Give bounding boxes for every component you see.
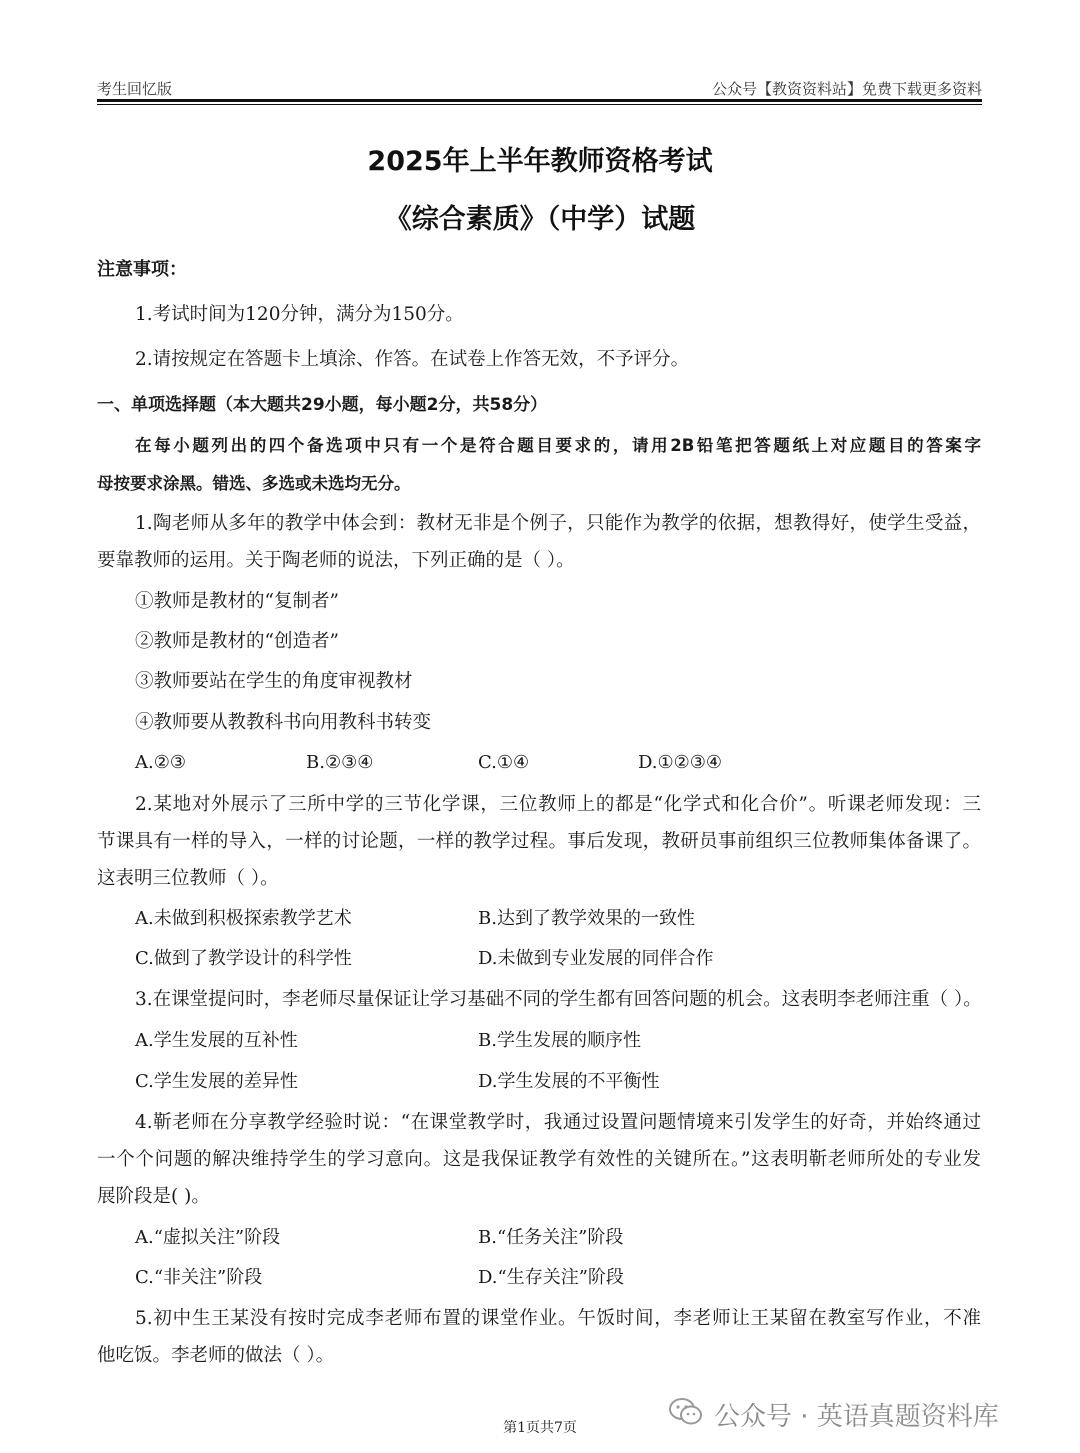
question-5-line-2: 他吃饭。李老师的做法（ ）。 <box>97 1345 335 1366</box>
notice-item-2: 2.请按规定在答题卡上填涂、作答。在试卷上作答无效，不予评分。 <box>135 349 690 370</box>
question-3-option-c: C.学生发展的差异性 <box>135 1071 298 1092</box>
exam-title: 2025年上半年教师资格考试 <box>367 146 713 177</box>
header-divider-thin <box>97 104 982 105</box>
question-4-line-2: 一个个问题的解决维持学生的学习意向。这是我保证教学有效性的关键所在。”这表明靳老师所处的专业发 <box>97 1149 981 1170</box>
page-header <box>97 76 982 100</box>
question-1-statement-2: ②教师是教材的“创造者” <box>135 631 339 652</box>
question-4-option-b: B.“任务关注”阶段 <box>478 1227 624 1248</box>
header-divider-thick <box>97 99 982 102</box>
question-1-statement-1: ①教师是教材的“复制者” <box>135 591 339 612</box>
question-1-line-2: 要靠教师的运用。关于陶老师的说法，下列正确的是（ ）。 <box>97 550 575 571</box>
question-3-option-b: B.学生发展的顺序性 <box>478 1030 641 1051</box>
section-instruction-line-1: 在每小题列出的四个备选项中只有一个是符合题目要求的，请用2B铅笔把答题纸上对应题目的答案字 <box>135 436 981 455</box>
question-3-option-d: D.学生发展的不平衡性 <box>478 1071 660 1092</box>
question-3-option-a: A.学生发展的互补性 <box>135 1030 298 1051</box>
question-2-option-c: C.做到了教学设计的科学性 <box>135 948 352 969</box>
question-1-option-a: A.②③ <box>135 752 186 773</box>
question-1-statement-3: ③教师要站在学生的角度审视教材 <box>135 671 413 692</box>
exam-subject-title: 《综合素质》（中学）试题 <box>384 204 696 235</box>
page-number: 第1页共7页 <box>503 1420 577 1436</box>
header-edition-label: 考生回忆版 <box>97 80 173 98</box>
question-4-line-3: 展阶段是( )。 <box>97 1186 210 1207</box>
question-5-line-1: 5.初中生王某没有按时完成李老师布置的课堂作业。午饭时间，李老师让王某留在教室写作业，不准 <box>135 1308 981 1329</box>
section-instruction-line-2: 母按要求涂黑。错选、多选或未选均无分。 <box>97 474 411 493</box>
wechat-icon <box>668 1396 704 1428</box>
section-heading: 一、单项选择题（本大题共29小题，每小题2分，共58分） <box>97 395 548 415</box>
question-1-option-b: B.②③④ <box>306 752 374 773</box>
question-4-option-a: A.“虚拟关注”阶段 <box>135 1227 281 1248</box>
question-4-option-c: C.“非关注”阶段 <box>135 1267 263 1288</box>
question-2-line-1: 2.某地对外展示了三所中学的三节化学课，三位教师上的都是“化学式和化合价”。听课老师发现：三 <box>135 794 981 815</box>
question-1-option-d: D.①②③④ <box>638 752 723 773</box>
question-2-option-a: A.未做到积极探索教学艺术 <box>135 908 352 929</box>
notice-item-1: 1.考试时间为120分钟，满分为150分。 <box>135 304 464 325</box>
notice-heading: 注意事项： <box>97 259 187 280</box>
watermark-text: 公众号 · 英语真题资料库 <box>714 1402 999 1432</box>
question-4-line-1: 4.靳老师在分享教学经验时说：“在课堂教学时，我通过设置问题情境来引发学生的好奇，并始终通过 <box>135 1112 981 1133</box>
question-1-statement-4: ④教师要从教教科书向用教科书转变 <box>135 712 432 733</box>
question-3-line-1: 3.在课堂提问时，李老师尽量保证让学习基础不同的学生都有回答问题的机会。这表明李老师注重（ ）。 <box>135 989 982 1010</box>
watermark <box>668 1392 1068 1436</box>
header-source-label: 公众号【教资资料站】免费下载更多资料 <box>711 80 982 98</box>
question-2-option-b: B.达到了教学效果的一致性 <box>478 908 695 929</box>
question-1-line-1: 1.陶老师从多年的教学中体会到：教材无非是个例子，只能作为教学的依据，想教得好，使学生受益， <box>135 513 981 534</box>
question-2-line-3: 这表明三位教师（ ）。 <box>97 868 279 889</box>
question-1-option-c: C.①④ <box>478 752 530 773</box>
question-2-option-d: D.未做到专业发展的同伴合作 <box>478 948 714 969</box>
question-2-line-2: 节课具有一样的导入，一样的讨论题，一样的教学过程。事后发现，教研员事前组织三位教师集体备课了。 <box>97 831 981 852</box>
question-4-option-d: D.“生存关注”阶段 <box>478 1267 624 1288</box>
